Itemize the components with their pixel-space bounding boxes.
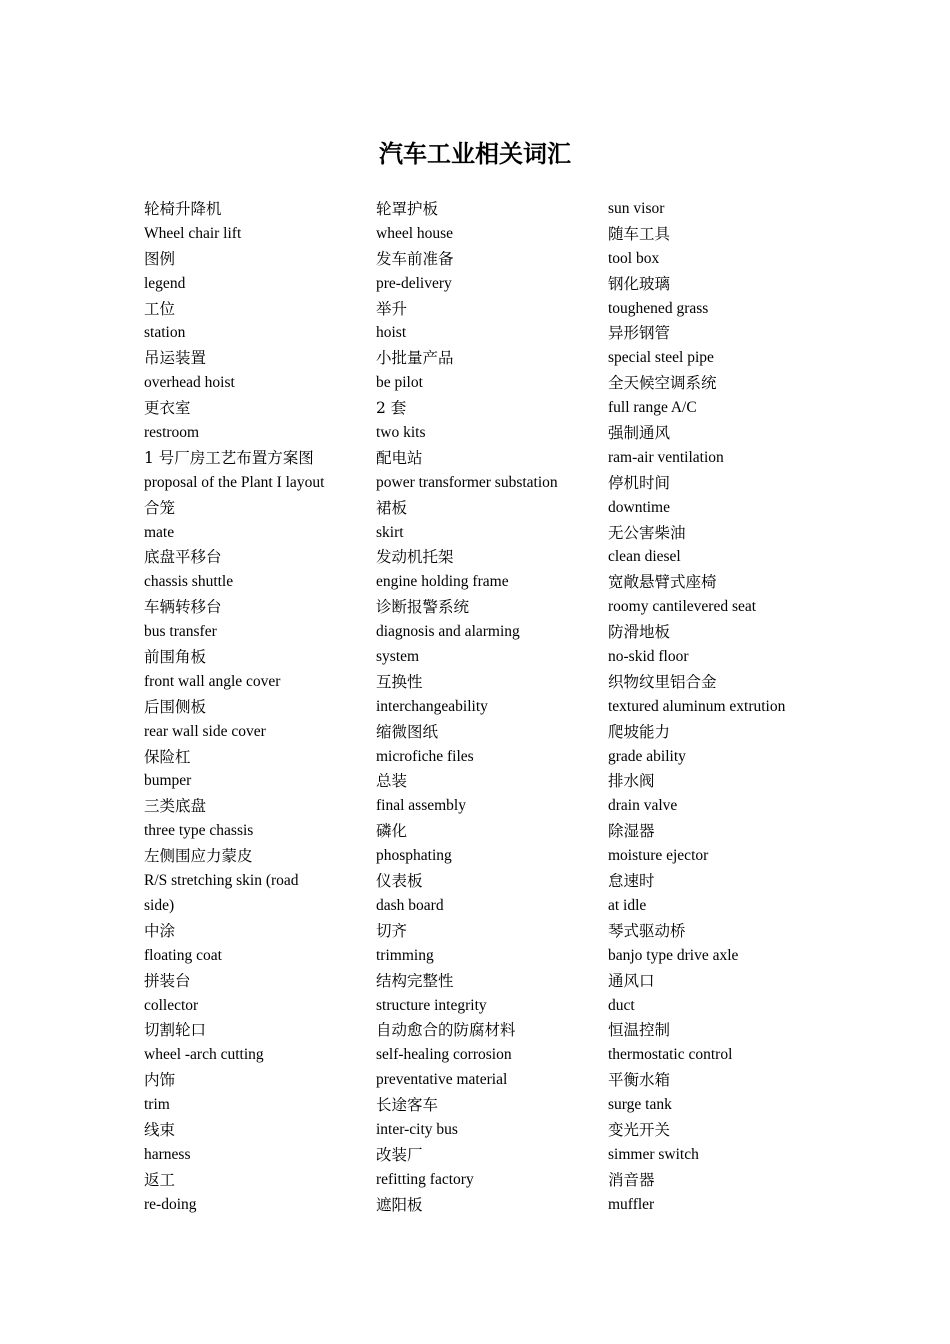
glossary-line: station — [144, 324, 186, 342]
glossary-line: R/S stretching skin (road — [144, 872, 299, 890]
glossary-line: bus transfer — [144, 623, 217, 641]
glossary-line: 总装 — [376, 772, 408, 791]
glossary-line: diagnosis and alarming — [376, 623, 520, 641]
glossary-line: clean diesel — [608, 548, 681, 566]
glossary-line: 吊运装置 — [144, 349, 207, 368]
glossary-line: 宽敞悬臂式座椅 — [608, 573, 717, 592]
glossary-line: sun visor — [608, 200, 665, 217]
glossary-line: collector — [144, 996, 199, 1014]
glossary-line: toughened grass — [608, 299, 709, 317]
glossary-line: wheel -arch cutting — [144, 1046, 264, 1064]
glossary-line: hoist — [376, 324, 407, 342]
glossary-line: harness — [144, 1145, 191, 1163]
glossary-line: preventative material — [376, 1071, 508, 1089]
glossary-line: 长途客车 — [376, 1096, 439, 1115]
glossary-line: legend — [144, 274, 186, 292]
glossary-line: 磷化 — [376, 822, 408, 841]
glossary-line: 轮椅升降机 — [144, 200, 222, 218]
glossary-line: 切齐 — [376, 921, 408, 940]
glossary-line: 爬坡能力 — [608, 722, 671, 741]
glossary-line: 合笼 — [144, 498, 176, 517]
glossary-line: muffler — [608, 1195, 655, 1213]
glossary-line: two kits — [376, 424, 426, 442]
glossary-line: overhead hoist — [144, 374, 235, 392]
glossary-column-2 — [376, 197, 591, 1218]
glossary-line: 线束 — [144, 1120, 176, 1139]
glossary-line: 变光开关 — [608, 1120, 671, 1139]
glossary-line: 更衣室 — [144, 399, 191, 418]
glossary-column-3 — [608, 197, 823, 1218]
glossary-line: re-doing — [144, 1195, 197, 1213]
glossary-line: bumper — [144, 772, 192, 790]
glossary-line: microfiche files — [376, 747, 474, 765]
glossary-line: full range A/C — [608, 399, 697, 417]
glossary-line: 切割轮口 — [144, 1021, 207, 1040]
glossary-line: thermostatic control — [608, 1046, 733, 1064]
glossary-line: 缩微图纸 — [376, 722, 439, 741]
glossary-line: 恒温控制 — [608, 1021, 671, 1040]
glossary-line: 2 套 — [376, 399, 407, 418]
glossary-line: 消音器 — [608, 1170, 655, 1189]
glossary-line: side) — [144, 896, 175, 914]
glossary-line: skirt — [376, 523, 404, 541]
glossary-line: 钢化玻璃 — [608, 274, 671, 293]
glossary-line: special steel pipe — [608, 349, 714, 367]
glossary-line: 全天候空调系统 — [608, 374, 717, 393]
glossary-line: chassis shuttle — [144, 573, 234, 591]
glossary-line: structure integrity — [376, 996, 487, 1014]
glossary-line: 排水阀 — [608, 772, 655, 791]
glossary-line: 改装厂 — [376, 1145, 423, 1164]
glossary-line: 三类底盘 — [144, 797, 207, 816]
glossary-line: downtime — [608, 498, 670, 516]
glossary-line: three type chassis — [144, 822, 254, 840]
glossary-line: 车辆转移台 — [144, 598, 222, 617]
glossary-line: duct — [608, 996, 635, 1014]
glossary-line: 前围角板 — [144, 648, 207, 667]
glossary-line: 诊断报警系统 — [376, 598, 470, 617]
glossary-line: 1 号厂房工艺布置方案图 — [144, 448, 314, 467]
glossary-line: surge tank — [608, 1096, 672, 1114]
glossary-line: 中涂 — [144, 921, 176, 940]
glossary-line: 轮罩护板 — [376, 200, 439, 218]
page-title: 汽车工业相关词汇 — [379, 140, 571, 168]
glossary-line: phosphating — [376, 847, 452, 865]
glossary-line: refitting factory — [376, 1170, 474, 1188]
glossary-line: Wheel chair lift — [144, 224, 242, 242]
glossary-line: restroom — [144, 424, 200, 442]
glossary-line: 互换性 — [376, 672, 423, 691]
glossary-line: 图例 — [144, 249, 176, 268]
glossary-line: 发动机托架 — [376, 548, 454, 567]
glossary-line: 返工 — [144, 1170, 176, 1189]
glossary-line: 底盘平移台 — [144, 548, 222, 567]
glossary-line: mate — [144, 523, 175, 541]
glossary-line: 琴式驱动桥 — [608, 921, 686, 940]
glossary-line: trimming — [376, 946, 434, 964]
glossary-line: wheel house — [376, 224, 454, 242]
glossary-line: 仪表板 — [376, 872, 423, 891]
glossary-line: 后围侧板 — [144, 697, 207, 716]
glossary-line: 拼装台 — [144, 971, 191, 990]
glossary-line: rear wall side cover — [144, 722, 266, 740]
glossary-line: no-skid floor — [608, 648, 689, 666]
glossary-line: self-healing corrosion — [376, 1046, 512, 1064]
glossary-line: 保险杠 — [144, 747, 191, 766]
glossary-line: 怠速时 — [608, 872, 655, 891]
glossary-line: 裙板 — [376, 498, 408, 517]
glossary-line: system — [376, 648, 420, 666]
glossary-line: final assembly — [376, 797, 466, 815]
glossary-line: interchangeability — [376, 697, 488, 715]
glossary-line: 无公害柴油 — [608, 523, 686, 542]
glossary-line: floating coat — [144, 946, 222, 964]
glossary-line: roomy cantilevered seat — [608, 598, 757, 616]
glossary-line: at idle — [608, 896, 647, 914]
glossary-line: proposal of the Plant I layout — [144, 473, 325, 491]
glossary-column-1 — [144, 197, 359, 1218]
glossary-line: 工位 — [144, 299, 176, 318]
glossary-line: ram-air ventilation — [608, 448, 724, 466]
glossary-line: be pilot — [376, 374, 423, 392]
glossary-line: banjo type drive axle — [608, 946, 739, 964]
glossary-line: 停机时间 — [608, 473, 671, 492]
glossary-line: 防滑地板 — [608, 623, 671, 642]
glossary-line: 遮阳板 — [376, 1195, 423, 1214]
glossary-line: 除湿器 — [608, 822, 655, 841]
glossary-line: 小批量产品 — [376, 349, 454, 368]
glossary-line: inter-city bus — [376, 1120, 458, 1138]
glossary-line: 配电站 — [376, 448, 423, 467]
glossary-line: 自动愈合的防腐材料 — [376, 1021, 516, 1040]
glossary-line: 随车工具 — [608, 224, 671, 243]
glossary-line: drain valve — [608, 797, 678, 815]
glossary-line: textured aluminum extrution — [608, 697, 786, 715]
glossary-line: grade ability — [608, 747, 686, 765]
glossary-line: simmer switch — [608, 1145, 699, 1163]
glossary-line: engine holding frame — [376, 573, 509, 591]
glossary-line: power transformer substation — [376, 473, 558, 491]
glossary-line: 发车前准备 — [376, 249, 454, 268]
glossary-line: dash board — [376, 896, 444, 914]
glossary-line: moisture ejector — [608, 847, 709, 865]
glossary-line: tool box — [608, 249, 660, 267]
glossary-line: 织物纹里铝合金 — [608, 672, 717, 691]
glossary-line: pre-delivery — [376, 274, 452, 292]
glossary-line: front wall angle cover — [144, 672, 281, 690]
glossary-line: 举升 — [376, 299, 408, 318]
glossary-line: trim — [144, 1096, 170, 1114]
glossary-line: 通风口 — [608, 971, 655, 990]
glossary-line: 内饰 — [144, 1071, 176, 1090]
glossary-line: 结构完整性 — [376, 971, 454, 990]
glossary-line: 平衡水箱 — [608, 1071, 671, 1090]
glossary-line: 异形钢管 — [608, 324, 671, 343]
glossary-line: 强制通风 — [608, 424, 671, 443]
glossary-line: 左侧围应力蒙皮 — [144, 847, 253, 866]
